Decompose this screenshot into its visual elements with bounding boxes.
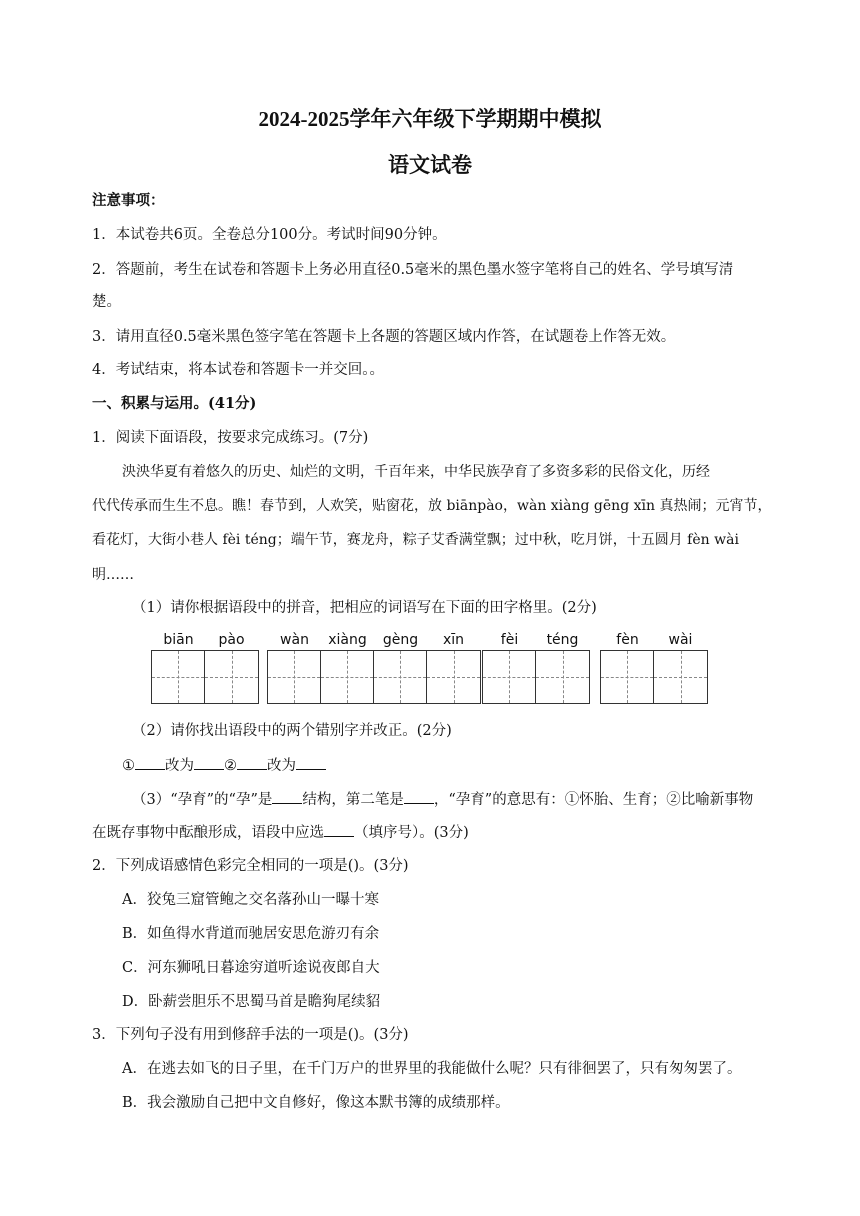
pinyin-label: téng <box>546 632 579 648</box>
pinyin-label: pào <box>218 632 245 648</box>
exam-title: 2024-2025学年六年级下学期期中模拟 <box>258 107 602 131</box>
question-2-option-c[interactable]: C．河东狮吼日暮途穷道听途说夜郎自大 <box>122 960 380 976</box>
question-3-option-a[interactable]: A．在逃去如飞的日子里，在千门万户的世界里的我能做什么呢？只有徘徊罢了，只有匆匆罢了。 <box>122 1061 742 1077</box>
tianzi-cell[interactable] <box>654 651 707 703</box>
note-item: 楚。 <box>92 294 121 310</box>
note-item: 4．考试结束，将本试卷和答题卡一并交回。。 <box>92 362 384 378</box>
pinyin-label: fèn <box>616 632 639 648</box>
question-1-sub3 <box>132 789 753 810</box>
passage-line: 明…… <box>92 567 134 583</box>
tianzi-cell[interactable] <box>536 651 589 703</box>
pinyin-label: xīn <box>442 632 465 648</box>
answer-blank[interactable] <box>296 755 326 770</box>
passage-line: 泱泱华夏有着悠久的历史、灿烂的文明，千百年来，中华民族孕育了多资多彩的民俗文化，历经 <box>122 464 710 480</box>
tianzi-cell[interactable] <box>205 651 258 703</box>
pinyin-label: gèng <box>382 632 419 648</box>
question-3-option-b[interactable]: B．我会激励自己把中文自修好，像这本默书簿的成绩那样。 <box>122 1095 510 1111</box>
pinyin-label: fèi <box>500 632 519 648</box>
sub3-text: 结构，第二笔是 <box>302 792 404 808</box>
pinyin-label: wàn <box>280 632 309 648</box>
circle-number-1: ① <box>122 758 135 774</box>
tianzi-cell[interactable] <box>483 651 536 703</box>
pinyin-label: xiàng <box>328 632 367 648</box>
pinyin-label: biān <box>163 632 194 648</box>
question-1-sub2-answer-line <box>122 755 326 776</box>
question-2-stem: 2．下列成语感情色彩完全相同的一项是()。(3分) <box>92 858 409 874</box>
tianzi-cell[interactable] <box>268 651 321 703</box>
question-2-option-d[interactable]: D．卧薪尝胆乐不思蜀马首是瞻狗尾续貂 <box>122 994 381 1010</box>
question-1-sub1: （1）请你根据语段中的拼音，把相应的词语写在下面的田字格里。(2分) <box>132 600 597 616</box>
passage-line: 代代传承而生生不息。瞧！春节到，人欢笑，贴窗花，放 biānpào，wàn xiàng gēng xīn 真热闹；元宵节， <box>92 498 772 514</box>
tianzi-grid-biānpào[interactable] <box>151 650 259 704</box>
passage-line: 看花灯，大街小巷人 fèi téng；端午节，赛龙舟，粽子艾香满堂飘；过中秋，吃月饼，十五圆月 fèn wài <box>92 532 739 548</box>
sub3-text: （填序号）。(3分) <box>354 825 469 841</box>
question-3-stem: 3．下列句子没有用到修辞手法的一项是()。(3分) <box>92 1027 409 1043</box>
note-item: 1．本试卷共6页。全卷总分100分。考试时间90分钟。 <box>92 227 447 243</box>
exam-subtitle: 语文试卷 <box>388 153 472 177</box>
pinyin-label: wài <box>668 632 693 648</box>
answer-blank[interactable] <box>272 789 302 804</box>
section-heading: 一、积累与运用。(41分) <box>92 395 257 412</box>
tianzi-cell[interactable] <box>601 651 654 703</box>
question-1-sub3-cont <box>92 822 469 843</box>
tianzi-cell[interactable] <box>152 651 205 703</box>
answer-blank[interactable] <box>404 789 434 804</box>
answer-blank[interactable] <box>237 755 267 770</box>
question-1-sub2: （2）请你找出语段中的两个错别字并改正。(2分) <box>132 723 452 739</box>
note-item: 3．请用直径0.5毫米黑色签字笔在答题卡上各题的答题区域内作答，在试题卷上作答无效。 <box>92 329 676 345</box>
change-to-label: 改为 <box>267 758 296 774</box>
question-2-option-b[interactable]: B．如鱼得水背道而驰居安思危游刃有余 <box>122 926 380 942</box>
answer-blank[interactable] <box>135 755 165 770</box>
sub3-text: （3）“孕育”的“孕”是 <box>132 792 273 808</box>
tianzi-grid-fèiténg[interactable] <box>482 650 590 704</box>
notes-heading: 注意事项： <box>92 192 165 209</box>
tianzi-cell[interactable] <box>427 651 480 703</box>
tianzi-grid-fènwài[interactable] <box>600 650 708 704</box>
tianzi-cell[interactable] <box>321 651 374 703</box>
answer-blank[interactable] <box>324 822 354 837</box>
answer-blank[interactable] <box>194 755 224 770</box>
question-1-stem: 1．阅读下面语段，按要求完成练习。(7分) <box>92 430 369 446</box>
circle-number-2: ② <box>224 758 237 774</box>
sub3-text: 在既存事物中酝酿形成，语段中应选 <box>92 825 324 841</box>
tianzi-cell[interactable] <box>374 651 427 703</box>
note-item: 2．答题前，考生在试卷和答题卡上务必用直径0.5毫米的黑色墨水签字笔将自己的姓名、学号填写清 <box>92 262 734 278</box>
tianzi-grid-wànxiànggèngxīn[interactable] <box>267 650 481 704</box>
question-2-option-a[interactable]: A．狡兔三窟管鲍之交名落孙山一曝十寒 <box>122 892 379 908</box>
sub3-text: ，“孕育”的意思有：①怀胎、生育；②比喻新事物 <box>433 792 754 808</box>
change-to-label: 改为 <box>165 758 194 774</box>
